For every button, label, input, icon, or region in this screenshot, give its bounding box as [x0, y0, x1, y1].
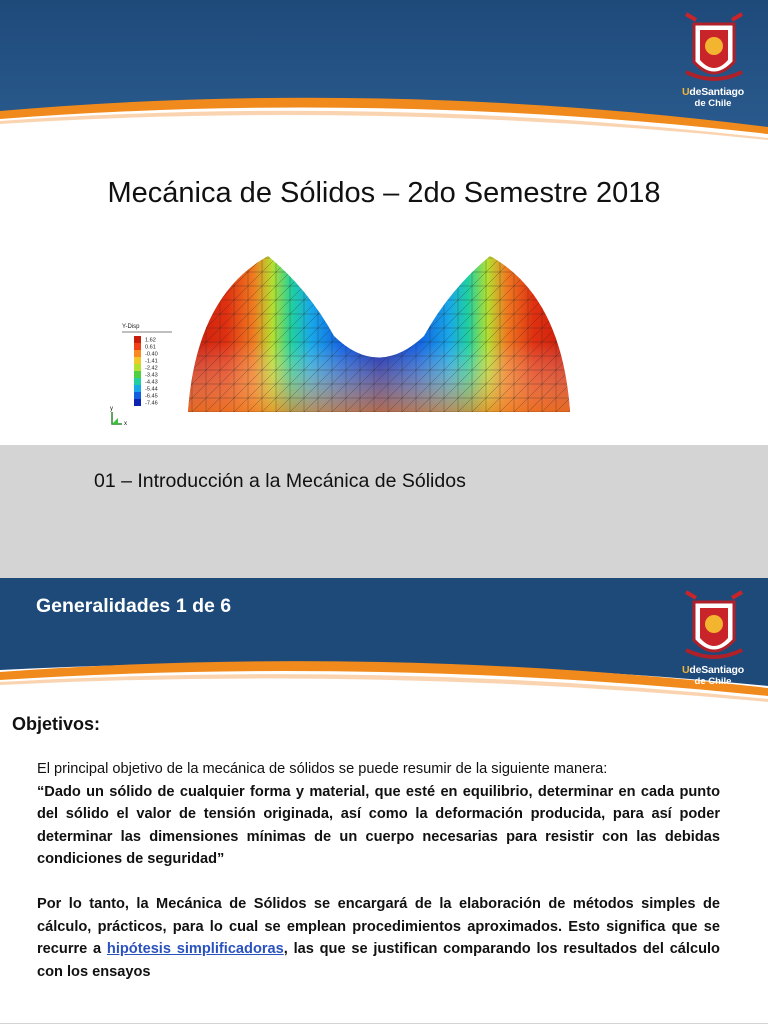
legend-value: 0.61: [145, 344, 156, 351]
legend-value: -3.43: [145, 372, 158, 379]
legend-value: -6.45: [145, 393, 158, 400]
methods-text-after: , las que se justifican comparando los resultados del cálculo con los ensayos: [37, 941, 720, 980]
legend-swatch: [134, 385, 141, 392]
logo-wordmark: [663, 86, 763, 110]
slide-2: [0, 578, 768, 1023]
legend-swatch: [134, 350, 141, 357]
legend-value: 1.62: [145, 337, 156, 344]
legend-swatch: [134, 336, 141, 343]
slide-title: Mecánica de Sólidos – 2do Semestre 2018: [107, 177, 661, 209]
logo-name: deSantiago: [689, 86, 744, 98]
legend-value: -4.43: [145, 379, 158, 386]
legend-value: -5.44: [145, 386, 158, 393]
legend-swatch: [134, 392, 141, 399]
legend-swatch: [134, 378, 141, 385]
legend-value: -7.46: [145, 400, 158, 407]
methods-text-before: Por lo tanto, la Mecánica de Sólidos se encargará de la elaboración de métodos simples de cálculo, prácticos, para lo cual se emplean procedimientos aproximados. Esto significa que se recurre a: [37, 895, 720, 958]
legend-title: Y-Disp: [122, 324, 140, 330]
logo-subtitle: de Chile: [694, 98, 732, 109]
legend-value: -2.42: [145, 365, 158, 372]
legend-swatch: [134, 399, 141, 406]
legend-swatch: [134, 364, 141, 371]
legend-swatch: [134, 343, 141, 350]
slide-subtitle: 01 – Introducción a la Mecánica de Sólidos: [94, 470, 466, 492]
legend-value: -0.40: [145, 351, 158, 358]
slide-title: Generalidades 1 de 6: [36, 595, 232, 617]
axis-y-label: y: [110, 406, 113, 412]
legend-value: -1.41: [145, 358, 158, 365]
axis-x-label: x: [124, 421, 127, 427]
definition-quote: “Dado un sólido de cualquier forma y material, que esté en equilibrio, determinar en cada punto del sólido el valor de tensión originada, así como la deformación producida, para así poder determinar las dimensiones mínimas de un cuerpo necesarias para resistir con las debidas condiciones de seguridad”: [37, 783, 720, 868]
intro-paragraph: El principal objetivo de la mecánica de sólidos se puede resumir de la siguiente manera:: [37, 761, 608, 777]
header-banner: [0, 0, 768, 140]
logo-subtitle: de Chile: [694, 676, 732, 687]
logo-u: U: [682, 86, 690, 98]
methods-paragraph: [37, 893, 720, 983]
slide-1: [0, 0, 768, 492]
objectives-heading: Objetivos:: [12, 714, 101, 734]
hipotesis-link[interactable]: hipótesis simplificadoras: [106, 941, 284, 958]
fem-displacement-figure: [108, 244, 656, 440]
legend-swatch: [134, 371, 141, 378]
logo-u: U: [682, 664, 690, 676]
logo-name: deSantiago: [689, 664, 744, 676]
legend-swatch: [134, 357, 141, 364]
logo-wordmark: [663, 664, 763, 688]
slide-body: [37, 758, 720, 983]
